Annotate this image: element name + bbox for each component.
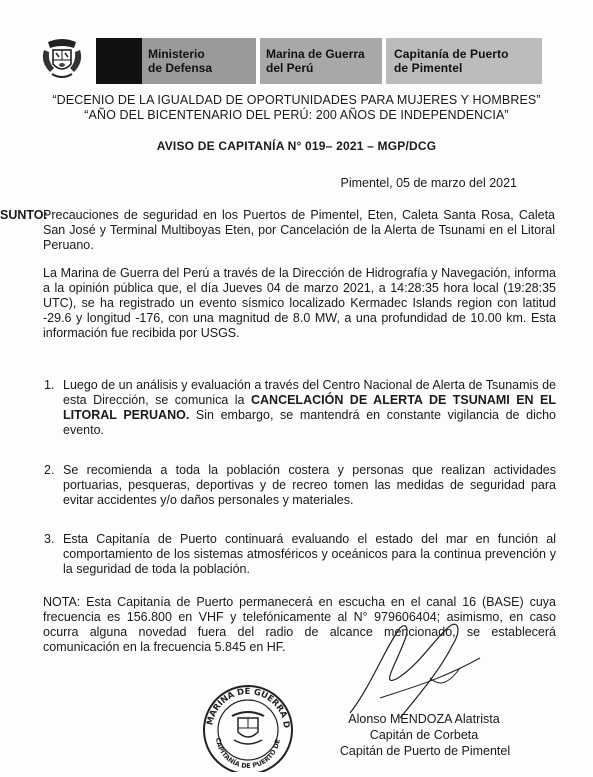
decade-motto-line2: “AÑO DEL BICENTENARIO DEL PERÚ: 200 AÑOS DE INDEPENDENCIA” — [84, 108, 509, 122]
notice-date: Pimentel, 05 de marzo del 2021 — [340, 176, 517, 190]
intro-paragraph: La Marina de Guerra del Perú a través de la Dirección de Hidrografía y Navegación, informa a la opinión pública que, el día Jueves 04 de marzo 2021, a 14:28:35 hora local (19:28:35 UTC), se ha registrado un evento sísmico localizado Kermadec Islands region con latitud -29.6 y longitud -176, con una magnitud de 8.0 MW, a una profundidad de 10.00 km. Esta información fue recibida por USGS. — [43, 266, 556, 340]
svg-text:CAPITANÍA DE PUERTO DE PIMENTE: CAPITANÍA DE PUERTO DE — [213, 737, 282, 771]
svg-text:MARINA DE GUERRA DEL PERÚ: MARINA DE GUERRA D — [205, 686, 292, 729]
header-port-line1: Capitanía de Puerto — [394, 47, 509, 61]
header-navy — [260, 38, 382, 84]
notice-title: AVISO DE CAPITANÍA N° 019– 2021 – MGP/DCG — [156, 139, 437, 153]
item-number: 3. — [44, 532, 55, 546]
peru-coat-of-arms-icon — [40, 38, 84, 82]
decade-motto — [0, 93, 593, 123]
item-number: 2. — [44, 463, 55, 477]
item-text: Sin embargo, se mantendrá en constante vigilancia de dicho evento. — [63, 408, 556, 437]
official-seal-icon — [198, 680, 298, 772]
signatory-position: Capitán de Puerto de Pimentel — [339, 744, 511, 758]
header-band-black — [96, 38, 142, 84]
header-navy-line2: del Perú — [266, 61, 314, 75]
item-cancellation — [63, 378, 556, 438]
note-paragraph: NOTA: Esta Capitanía de Puerto permanecerá en escucha en el canal 16 (BASE) cuya frecuencia es 156.800 en VHF y telefónicamente al N° 979606404; asimismo, en caso ocurra alguna novedad fuera del radio de alcance mencionado, se establecerá comunicación en la frecuencia 5.845 en HF. — [43, 595, 556, 654]
decade-motto-line1: “DECENIO DE LA IGUALDAD DE OPORTUNIDADES PARA MUJERES Y HOMBRES” — [52, 93, 541, 107]
item-text: Luego de un análisis y evaluación a través del Centro Nacional de Alerta de Tsunamis de esta Dirección, se comunica la — [63, 378, 556, 407]
header-port-authority — [386, 38, 542, 84]
signatory-rank: Capitán de Corbeta — [369, 728, 479, 742]
subject-label: SUNTO: — [0, 208, 48, 222]
item-number: 1. — [44, 378, 55, 392]
signatory-name: Alonso MENDOZA Alatrista — [348, 712, 500, 726]
header-ministry-line1: Ministerio — [148, 47, 205, 61]
header-port-line2: de Pimentel — [394, 61, 463, 75]
item-bold-text: CANCELACIÓN DE ALERTA DE TSUNAMI EN EL LITORAL PERUANO. — [63, 393, 556, 422]
header-ministry-line2: de Defensa — [148, 61, 213, 75]
header-navy-line1: Marina de Guerra — [266, 47, 365, 61]
item-recommendation: Se recomienda a toda la población costera y personas que realizan actividades portuarias, pesqueras, deportivas y de recreo tomen las medidas de seguridad para evitar accidentes y/o daños personales y materiales. — [63, 463, 556, 507]
subject-text: Precauciones de seguridad en los Puertos de Pimentel, Eten, Caleta Santa Rosa, Caleta San José y Terminal Multiboyas Eten, por Cancelación de la Alerta de Tsunami en el Litoral Peruano. — [43, 208, 555, 252]
item-monitoring: Esta Capitanía de Puerto continuará evaluando el estado del mar en función al comportamiento de los sistemas atmosféricos y oceánicos para la continua prevención y la seguridad de toda la población. — [63, 532, 556, 576]
header-ministry — [142, 38, 256, 84]
